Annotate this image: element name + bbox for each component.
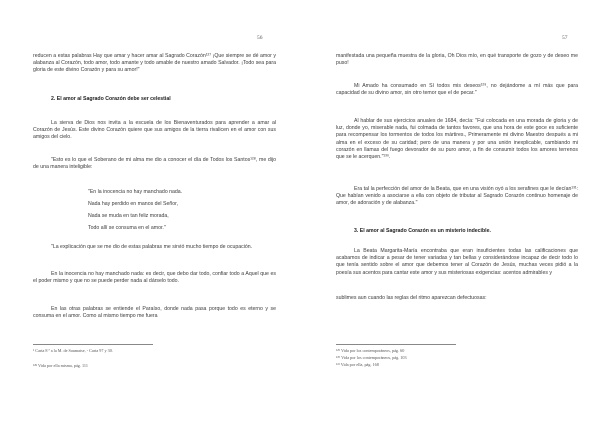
footnote: ¹³⁰ Vida por los contemporáneos, pág. 103: [336, 355, 407, 360]
footnote-rule: [336, 344, 456, 345]
right-page: [300, 0, 600, 424]
paragraph-text: En la inocencia no hay manchado nada: es decir, que debo dar todo, confiar todo a Aquel que es el poder mismo y que no se puede perder nada al dárselo todo.: [33, 271, 276, 285]
poem-line: Todo allí se consuma en el amor.": [88, 225, 166, 231]
section-heading-text: 2. El amor al Sagrado Corazón debe ser celestial: [51, 96, 171, 102]
paragraph-text: "La explicación que se me dio de estas palabras me sirvió mucho tiempo de ocupación.: [51, 244, 253, 250]
paragraph: [336, 248, 578, 277]
paragraph: [33, 244, 276, 251]
paragraph: [336, 295, 578, 302]
paragraph-text: manifestada una pequeña muestra de la gloria, Oh Dios mío, en qué transporte de gozo y de deseo me puso!: [336, 53, 578, 67]
paragraph: [336, 53, 578, 67]
poem-line: Nada se muda en tan feliz morada,: [88, 213, 169, 219]
poem-line: Nada hay perdido en manos del Señor,: [88, 201, 178, 207]
footnote: ¹ Carta 8 ª a la M. de Saumaise, - Carta 97 y 30.: [33, 348, 113, 353]
paragraph-text: sublimes aun cuando las reglas del ritmo aparezcan defectuosas:: [336, 295, 487, 301]
page-number: 56: [257, 35, 263, 41]
paragraph-text: La Beata Margarita-María encontraba que eran insuficientes todas las calificaciones que acabamos de indicar a pesar de tener variadas y tan bellas y considerándose incapaz de decir todo lo que tenía sentido sobre el amor que debemos tener al Corazón de Jesús, muchas veces pidió a la poesía sus acentos para cantar este amor y sus misteriosas exigencias: acentos admirables y: [336, 248, 578, 276]
paragraph-text: reducen a estas palabras Hay que amar y hacer amar al Sagrado Corazón¹²⁷ ¡Que siempre se dé amor y alabanza al Corazón, todo amor, todo amante y todo amable de nuestro amado Salvador. ¡Todo sea para gloria de este divino Corazón y para su amor!": [33, 53, 276, 74]
page-number: 57: [562, 35, 568, 41]
section-heading: [336, 228, 578, 235]
footnote-rule: [33, 344, 153, 345]
paragraph: [33, 157, 276, 171]
footnote: ¹²⁹ Vida por los contemporáneos, pág. 60: [336, 348, 405, 353]
paragraph-text: Era tal la perfección del amor de la Beata, que en una visión oyó a los serafines que le decían¹³¹: Que habían venido a asociarse a ella con objeto de tributar al Sagrado Corazón continuo homenaje de amor, de adoración y de alabanza.": [336, 186, 578, 207]
paragraph-text: "Esto es lo que el Soberano de mi alma me dio a conocer el día de Todos los Santos¹²⁸, me dijo de una manera inteligible:: [33, 157, 276, 171]
paragraph: [33, 271, 276, 285]
paragraph-text: En las otras palabras se entiende el Paraíso, donde nada pasa porque todo es eterno y se consuma en el amor. Como al mismo tiempo me fuera: [33, 306, 276, 320]
paragraph: [33, 120, 276, 142]
paragraph-text: La sierva de Dios nos invita a la escuela de los Bienaventurados para aprender a amar al Corazón de Jesús. Este divino Corazón quiere que sus amigos de la tierra rivalicen en el amor con sus amigos del cielo.: [33, 120, 276, 141]
footnote: ¹³¹ Vida por ella, pág. 168: [336, 362, 379, 367]
paragraph: [33, 53, 276, 75]
poem: [88, 189, 268, 237]
paragraph: [336, 186, 578, 208]
paragraph-text: Mi Amado ha consumado en Sí todos mis deseos¹²⁹, no dejándome a mí más que para capacidad de su divino amor, sin otro temor que el de pecar.": [336, 83, 578, 97]
section-heading-text: 3. El amor al Sagrado Corazón es un misterio indecible.: [354, 228, 491, 234]
paragraph: [336, 118, 578, 161]
footnote: ¹²⁸ Vida por ella misma, pág. 111: [33, 363, 88, 368]
paragraph: [33, 306, 276, 320]
section-heading: [33, 96, 276, 103]
paragraph-text: Al hablar de sus ejercicios anuales de 1684, decía: "Fui colocada en una morada de gloria y de luz, donde yo, miserable nada, fui colmada de tantos favores, que una hora de este goce es suficiente para recompensar los tormentos de todos los mártires., Primeramente mi divino Maestro después a mi alma en el exceso de su caridad; pero de una manera y por una unión inexplicable, cambiando mi corazón en llamas del fuego devorador de su puro amor, a fin de consumir todos los amores terrenos que se le acerquen."¹³⁰.: [336, 118, 578, 161]
poem-line: "En la inocencia no hay manchado nada.: [88, 189, 183, 195]
paragraph: [336, 83, 578, 97]
